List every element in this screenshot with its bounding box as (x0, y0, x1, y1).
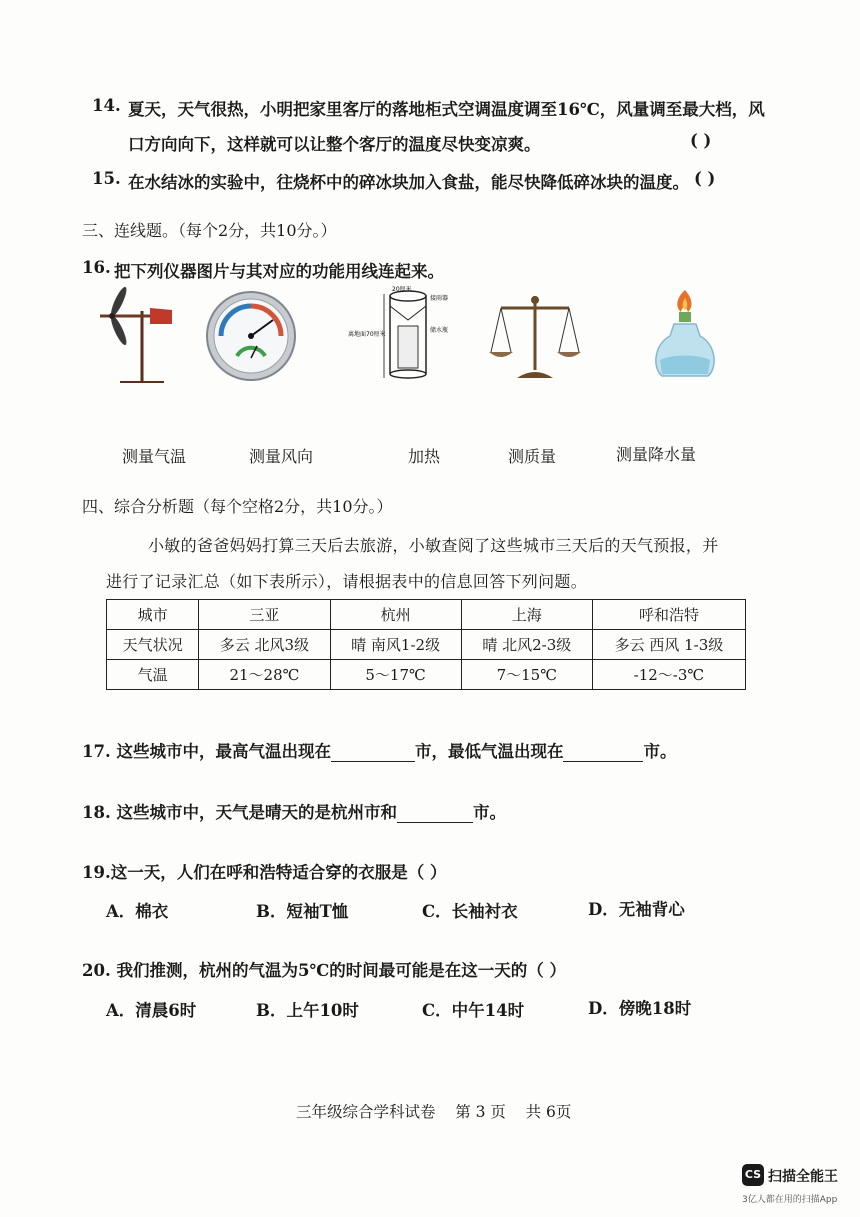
camscanner-logo-icon: CS (742, 1164, 764, 1186)
q18-text-part1: 这些城市中，天气是晴天的是杭州市和 (116, 803, 397, 822)
q14-number: 14. (92, 96, 121, 115)
q18-number: 18. (82, 803, 111, 822)
q20-line (82, 957, 566, 981)
q19-number: 19. (82, 863, 111, 882)
table-cell: -12～-3℃ (592, 660, 745, 690)
rain-gauge-label-height: 离地面70厘米 (348, 331, 386, 338)
wind-vane-icon[interactable] (90, 286, 180, 386)
function-label-measure-rainfall[interactable]: 测量降水量 (616, 445, 697, 464)
q14-text-line2: 口方向向下，这样就可以让整个客厅的温度尽快变凉爽。 (128, 135, 541, 154)
q18-line (82, 799, 506, 823)
table-row (107, 660, 746, 690)
table-header-cell: 上海 (461, 600, 592, 630)
table-cell: 5～17℃ (330, 660, 461, 690)
q15-text: 在水结冰的实验中，往烧杯中的碎冰块加入食盐，能尽快降低碎冰块的温度。 (128, 173, 689, 192)
intro-line1: 小敏的爸爸妈妈打算三天后去旅游，小敏查阅了这些城市三天后的天气预报，并 (148, 536, 719, 555)
table-cell: 多云 北风3级 (199, 630, 330, 660)
table-cell: 晴 北风2-3级 (461, 630, 592, 660)
table-header-cell: 杭州 (330, 600, 461, 630)
q20-text: 我们推测，杭州的气温为5℃的时间最可能是在这一天的（ ） (116, 961, 566, 980)
alcohol-lamp-icon[interactable] (652, 288, 718, 382)
page-footer: 三年级综合学科试卷 第 3 页 共 6页 (296, 1103, 572, 1121)
table-cell: 多云 西风 1-3级 (592, 630, 745, 660)
watermark-tagline: 3亿人都在用的扫描App (742, 1195, 838, 1205)
function-label-measure-temperature[interactable]: 测量气温 (122, 447, 187, 466)
q14-answer-paren[interactable]: ( ) (690, 131, 712, 150)
q17-blank-highest[interactable] (331, 743, 415, 762)
q19-line (82, 859, 446, 883)
q17-text-part2: 市，最低气温出现在 (414, 742, 564, 761)
q17-blank-lowest[interactable] (563, 743, 643, 762)
q18-text-part2: 市。 (472, 803, 506, 822)
q15-number: 15. (92, 169, 121, 188)
thermometer-icon[interactable] (205, 290, 297, 382)
q20-option-c[interactable]: C．中午14时 (422, 1001, 525, 1020)
table-cell: 7～15℃ (461, 660, 592, 690)
table-header-cell: 城市 (107, 600, 199, 630)
q18-blank-city[interactable] (397, 804, 473, 823)
table-header-row (107, 600, 746, 630)
q19-text: 这一天，人们在呼和浩特适合穿的衣服是（ ） (110, 863, 447, 882)
q17-number: 17. (82, 742, 111, 761)
q17-text-part3: 市。 (643, 742, 677, 761)
section4-title: 四、综合分析题（每个空格2分，共10分。） (82, 497, 393, 516)
q20-number: 20. (82, 961, 111, 980)
rain-gauge-icon[interactable] (348, 286, 458, 381)
q19-option-c[interactable]: C．长袖衬衣 (422, 902, 518, 921)
table-row (107, 630, 746, 660)
q17-text-part1: 这些城市中，最高气温出现在 (116, 742, 331, 761)
q15-answer-paren[interactable]: ( ) (694, 169, 716, 188)
table-header-cell: 三亚 (199, 600, 330, 630)
q19-option-d[interactable]: D．无袖背心 (588, 900, 685, 919)
function-label-heating[interactable]: 加热 (408, 447, 441, 466)
q20-option-d[interactable]: D．傍晚18时 (588, 999, 692, 1018)
intro-line2: 进行了记录汇总（如下表所示），请根据表中的信息回答下列问题。 (106, 572, 588, 591)
table-cell: 气温 (107, 660, 199, 690)
weather-table (106, 599, 746, 690)
table-cell: 21～28℃ (199, 660, 330, 690)
q20-option-a[interactable]: A．清晨6时 (106, 1001, 197, 1020)
function-label-measure-wind-direction[interactable]: 测量风向 (249, 447, 314, 466)
balance-scale-icon[interactable] (487, 290, 583, 382)
q14-text-line1: 夏天，天气很热，小明把家里客厅的落地柜式空调温度调至16℃，风量调至最大档，风 (128, 100, 765, 119)
rain-gauge-label-top: 20厘米 (392, 286, 412, 293)
q17-line (82, 738, 676, 762)
q16-number: 16. (82, 258, 111, 277)
table-header-cell: 呼和浩特 (592, 600, 745, 630)
table-cell: 天气状况 (107, 630, 199, 660)
q20-option-b[interactable]: B．上午10时 (256, 1001, 359, 1020)
rain-gauge-label-bottle: 储水瓶 (430, 327, 449, 334)
rain-gauge-label-collector: 接雨器 (430, 295, 449, 302)
table-cell: 晴 南风1-2级 (330, 630, 461, 660)
function-label-measure-mass[interactable]: 测质量 (508, 447, 557, 466)
watermark-app-name: 扫描全能王 (768, 1169, 838, 1185)
section3-title: 三、连线题。（每个2分，共10分。） (82, 221, 337, 240)
q16-text: 把下列仪器图片与其对应的功能用线连起来。 (114, 262, 444, 281)
q19-option-b[interactable]: B．短袖T恤 (256, 902, 349, 921)
q19-option-a[interactable]: A．棉衣 (106, 902, 169, 921)
